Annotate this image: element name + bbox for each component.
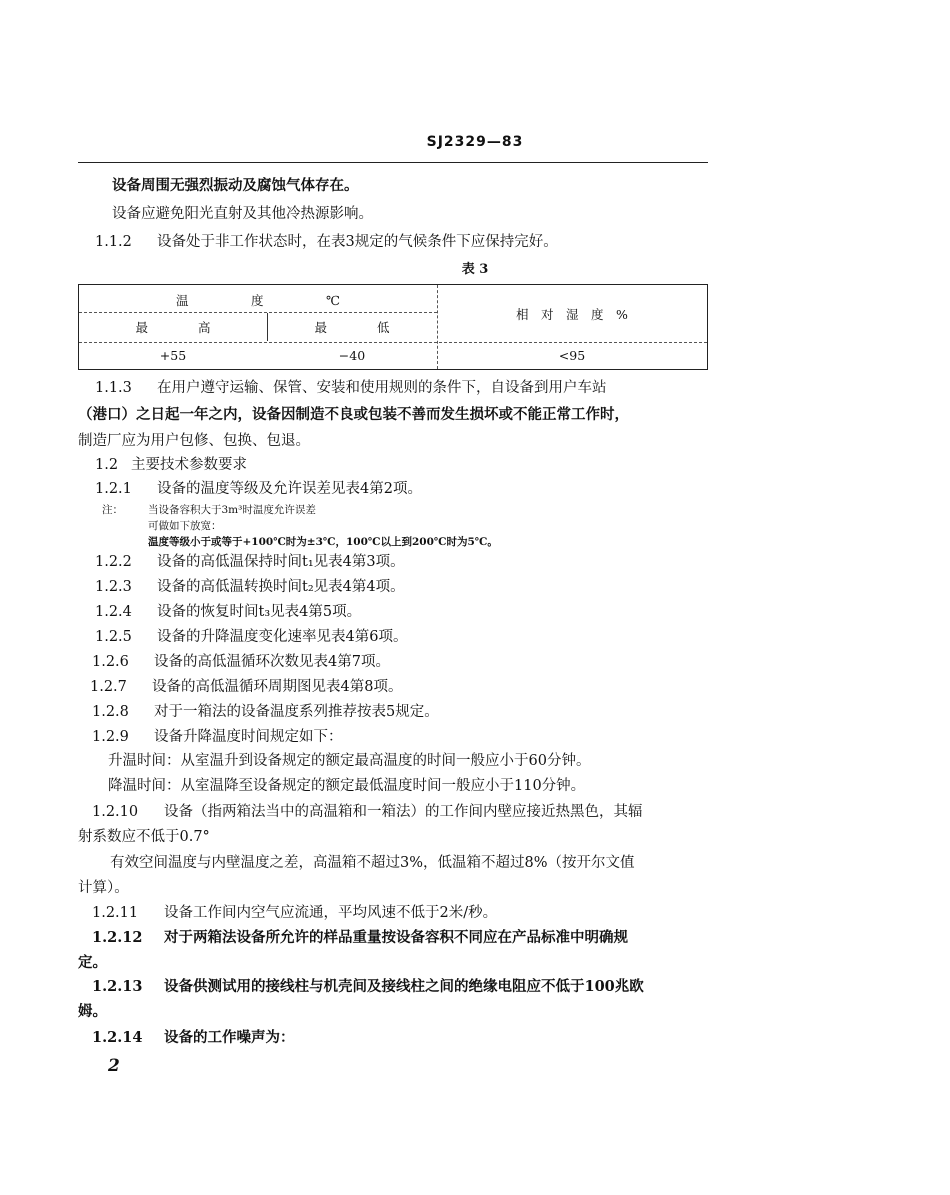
clause-1-1-3-line-1 bbox=[95, 378, 607, 398]
clause-1-1-3-line-3: 制造厂应为用户包修、包换、包退。 bbox=[78, 433, 310, 449]
clause-number: 1.2.13 bbox=[92, 978, 143, 995]
clause-1-2-5 bbox=[95, 627, 407, 647]
header-humidity: 相 对 湿 度 % bbox=[516, 307, 628, 322]
intro-line-1: 设备周围无强烈振动及腐蚀气体存在。 bbox=[112, 177, 359, 194]
clause-text: 对于一箱法的设备温度系列推荐按表5规定。 bbox=[154, 704, 439, 720]
header-rule bbox=[78, 162, 708, 163]
clause-number: 1.2.5 bbox=[95, 629, 132, 645]
clause-1-2-10-line-1 bbox=[92, 802, 643, 822]
clause-number: 1.2.10 bbox=[92, 804, 139, 820]
clause-number: 1.2.9 bbox=[92, 729, 129, 745]
clause-number: 1.2.1 bbox=[95, 481, 132, 497]
clause-number: 1.2.3 bbox=[95, 579, 132, 595]
clause-text: 设备工作间内空气应流通，平均风速不低于2米/秒。 bbox=[164, 905, 498, 921]
clause-number: 1.1.2 bbox=[95, 234, 132, 250]
clause-1-1-3-line-2: （港口）之日起一年之内，设备因制造不良或包装不善而发生损坏或不能正常工作时， bbox=[78, 406, 629, 423]
fall-time: 降温时间：从室温降至设备规定的额定最低温度时间一般应小于110分钟。 bbox=[108, 778, 586, 794]
clause-text: 设备处于非工作状态时，在表3规定的气候条件下应保持完好。 bbox=[157, 234, 558, 250]
clause-text: 设备供测试用的接线柱与机壳间及接线柱之间的绝缘电阻应不低于100兆欧 bbox=[164, 978, 644, 995]
clause-text: 主要技术参数要求 bbox=[131, 457, 247, 473]
clause-number: 1.2.12 bbox=[92, 929, 143, 946]
clause-1-2-10-line-3: 有效空间温度与内壁温度之差，高温箱不超过3%，低温箱不超过8%（按开尔文值 bbox=[110, 855, 635, 871]
rise-time: 升温时间：从室温升到设备规定的额定最高温度的时间一般应小于60分钟。 bbox=[108, 753, 591, 769]
clause-text: 设备的高低温保持时间t₁见表4第3项。 bbox=[157, 554, 405, 570]
clause-1-2 bbox=[95, 455, 247, 475]
clause-number: 1.2.2 bbox=[95, 554, 132, 570]
clause-1-2-12-line-1 bbox=[92, 928, 628, 948]
clause-text: 设备的高低温循环周期图见表4第8项。 bbox=[152, 679, 403, 695]
clause-1-2-3 bbox=[95, 577, 405, 597]
clause-number: 1.2.6 bbox=[92, 654, 129, 670]
table-divider bbox=[79, 312, 437, 313]
clause-1-2-8 bbox=[92, 702, 439, 722]
table-divider bbox=[79, 342, 707, 343]
intro-line-2: 设备应避免阳光直射及其他冷热源影响。 bbox=[112, 206, 373, 222]
table-caption: 表 3 bbox=[461, 262, 489, 277]
clause-text: 设备（指两箱法当中的高温箱和一箱法）的工作间内壁应接近热黑色，其辐 bbox=[164, 804, 643, 820]
clause-number: 1.2.11 bbox=[92, 905, 139, 921]
value-max: +55 bbox=[159, 348, 187, 363]
note-line-2: 可做如下放宽： bbox=[148, 520, 222, 532]
header-max: 最 高 bbox=[135, 320, 211, 335]
clause-1-2-11 bbox=[92, 903, 497, 923]
clause-text: 设备的恢复时间t₃见表4第5项。 bbox=[157, 604, 362, 620]
clause-1-1-2 bbox=[95, 232, 558, 252]
value-humidity: <95 bbox=[558, 348, 586, 363]
clause-1-2-12-line-2: 定。 bbox=[78, 954, 107, 971]
clause-1-2-2 bbox=[95, 552, 405, 572]
clause-1-2-9 bbox=[92, 727, 343, 747]
header-min: 最 低 bbox=[314, 320, 390, 335]
note-label: 注： bbox=[102, 504, 123, 516]
clause-number: 1.2 bbox=[95, 457, 119, 473]
clause-number: 1.1.3 bbox=[95, 380, 132, 396]
clause-text: 设备的温度等级及允许误差见表4第2项。 bbox=[157, 481, 422, 497]
clause-1-2-1 bbox=[95, 479, 422, 499]
clause-1-2-10-line-2: 射系数应不低于0.7° bbox=[78, 829, 210, 845]
document-code: SJ2329—83 bbox=[426, 134, 524, 150]
clause-1-2-6 bbox=[92, 652, 390, 672]
clause-1-2-13-line-2: 姆。 bbox=[78, 1003, 107, 1020]
header-temperature: 温 度 ℃ bbox=[176, 293, 340, 308]
clause-text: 设备的工作噪声为： bbox=[164, 1029, 295, 1046]
clause-number: 1.2.14 bbox=[92, 1029, 143, 1046]
clause-text: 设备的升降温度变化速率见表4第6项。 bbox=[157, 629, 408, 645]
clause-text: 在用户遵守运输、保管、安装和使用规则的条件下，自设备到用户车站 bbox=[157, 380, 607, 396]
page-number: 2 bbox=[108, 1056, 120, 1076]
note-line-1: 当设备容积大于3m³时温度允许误差 bbox=[148, 504, 316, 516]
clause-1-2-14 bbox=[92, 1028, 295, 1048]
clause-number: 1.2.4 bbox=[95, 604, 132, 620]
clause-text: 对于两箱法设备所允许的样品重量按设备容积不同应在产品标准中明确规 bbox=[164, 929, 628, 946]
clause-number: 1.2.7 bbox=[90, 679, 127, 695]
clause-text: 设备的高低温转换时间t₂见表4第4项。 bbox=[157, 579, 405, 595]
clause-1-2-4 bbox=[95, 602, 361, 622]
clause-text: 设备升降温度时间规定如下： bbox=[154, 729, 343, 745]
clause-text: 设备的高低温循环次数见表4第7项。 bbox=[154, 654, 390, 670]
clause-1-2-13-line-1 bbox=[92, 977, 644, 997]
clause-1-2-7 bbox=[90, 677, 402, 697]
value-min: −40 bbox=[338, 348, 366, 363]
note-line-3: 温度等级小于或等于+100℃时为±3℃，100℃以上到200℃时为5℃。 bbox=[148, 536, 498, 548]
clause-number: 1.2.8 bbox=[92, 704, 129, 720]
table-3 bbox=[78, 284, 708, 370]
clause-1-2-10-line-4: 计算）。 bbox=[78, 880, 129, 896]
